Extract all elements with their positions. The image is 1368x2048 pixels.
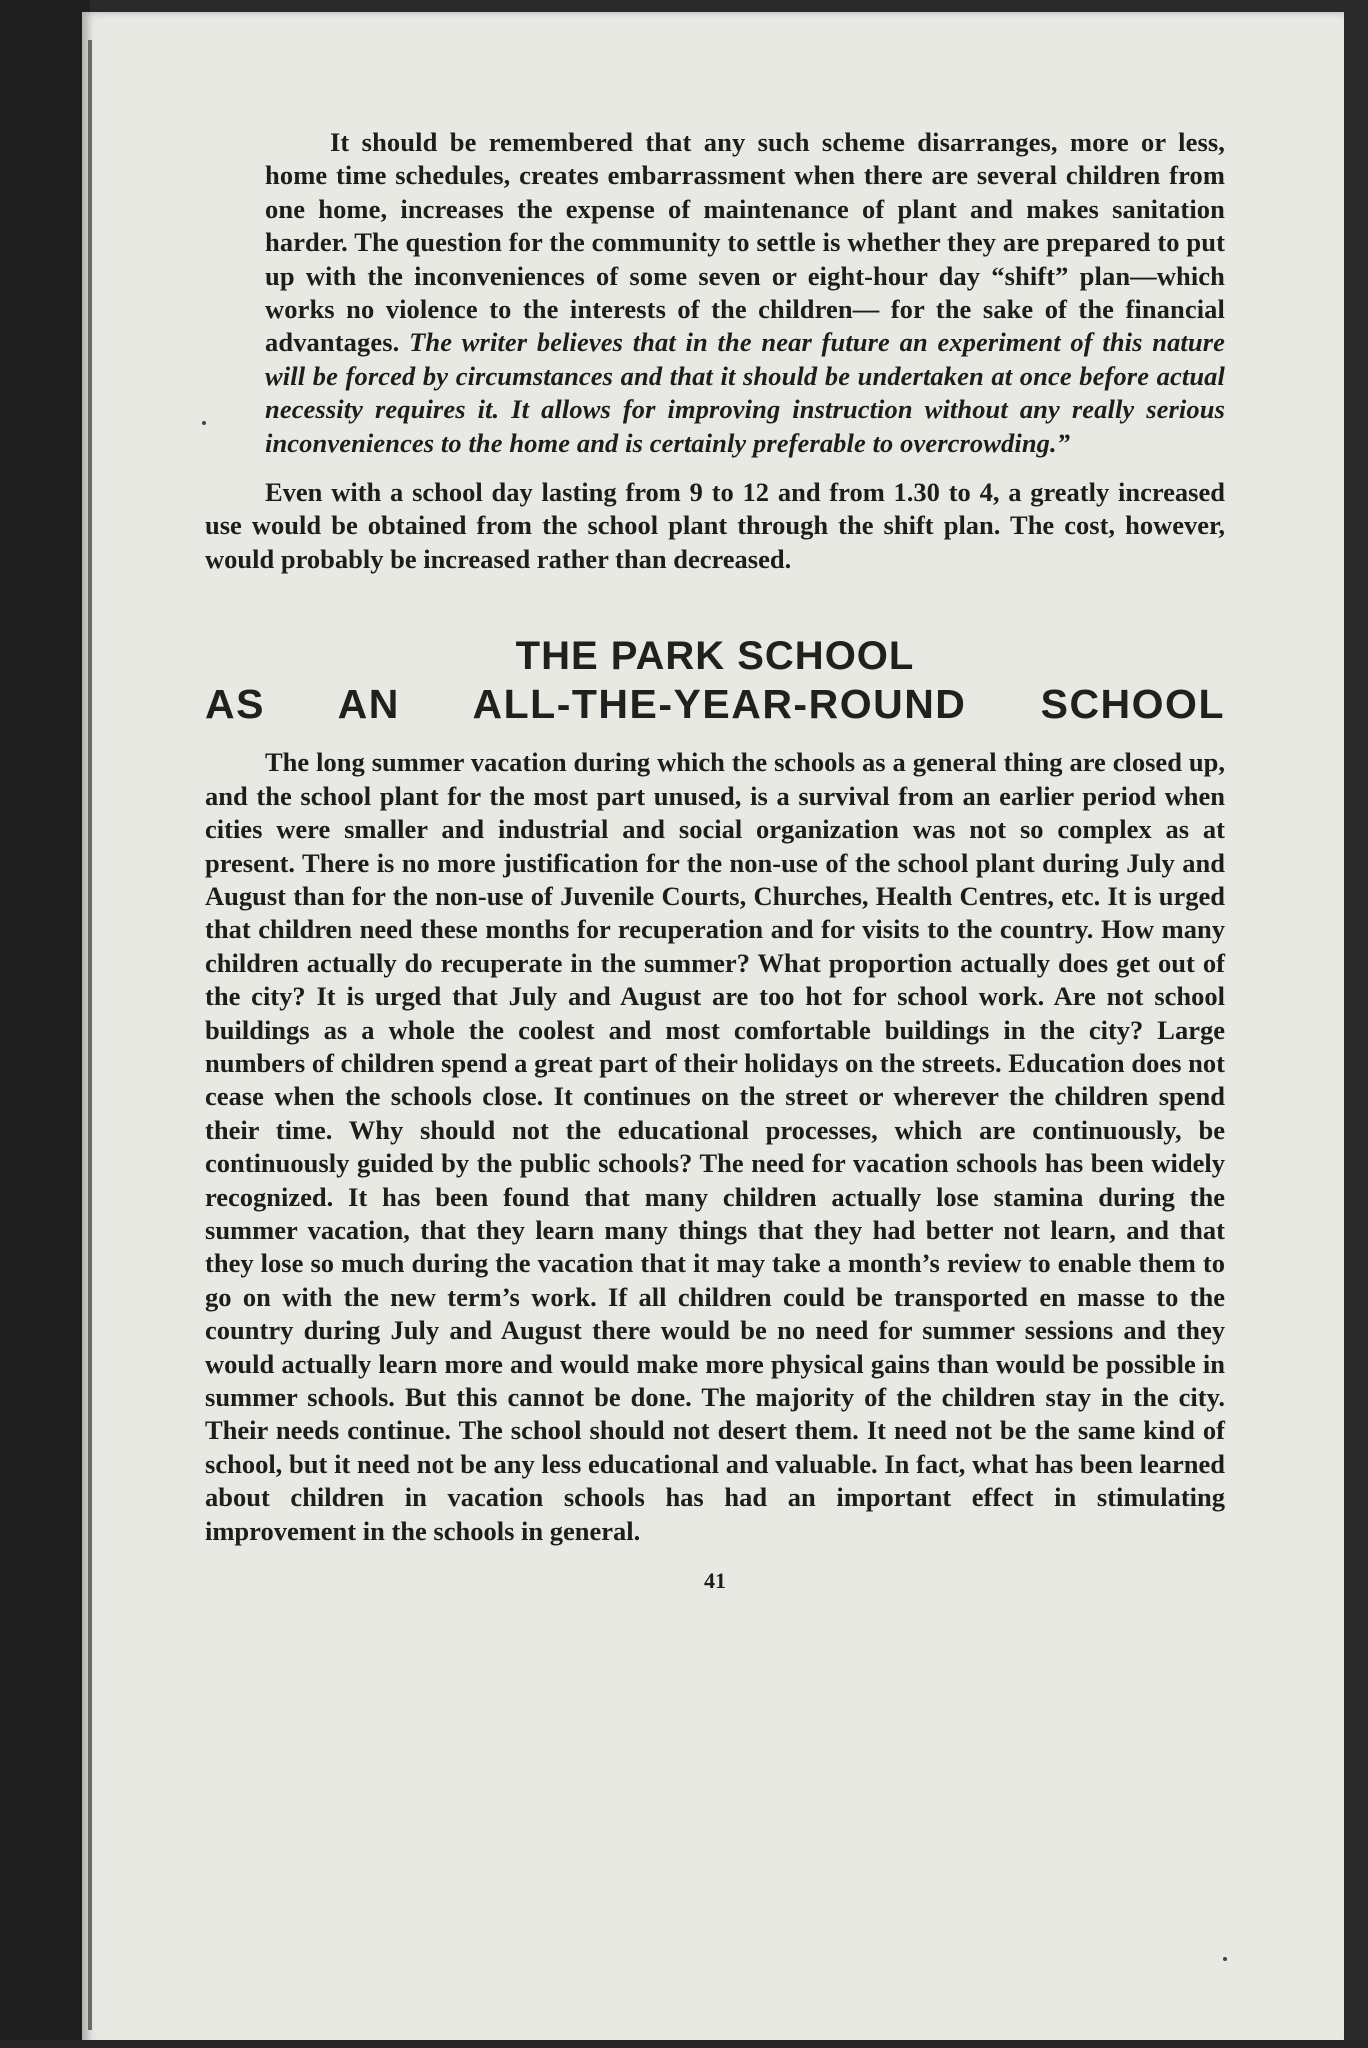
right-page-edge [1344, 12, 1368, 2048]
bottom-edge [0, 2040, 1368, 2048]
quoted-passage [265, 126, 1225, 460]
quote-italic-text: The writer believes that in the near future an experiment of this nature will be forced by circumstances and that it should be undertaken at once before actual necessity requires it. It allows for improving instruction without any really serious inconveniences to the home and is certainly preferable to overcrowding.” [265, 327, 1225, 458]
heading-line-2: AS AN ALL-THE-YEAR-ROUND SCHOOL [205, 681, 1225, 728]
book-spine-shadow [0, 0, 90, 2048]
quote-plain-text: It should be remembered that any such scheme disarranges, more or less, home time schedules, creates embarrassment when there are several children from one home, increases the expense of maintenance of plant and makes sanitation harder. The question for the community to settle is whether they are prepared to put up with the inconveniences of some seven or eight-hour day “shift” plan—which works no violence to the interests of the children— for the sake of the financial advantages. [265, 127, 1225, 358]
page-content [205, 126, 1225, 1594]
body-paragraph: The long summer vacation during which the schools as a general thing are closed up, and the school plant for the most part unused, is a survival from an earlier period when cities were smaller and industrial and social organization was not so complex as at present. There is no more justification for the non-use of the school plant during July and August than for the non-use of Juvenile Courts, Churches, Health Centres, etc. It is urged that children need these months for recuperation and for visits to the country. How many children actually do recuperate in the summer? What proportion actually does get out of the city? It is urged that July and August are too hot for school work. Are not school buildings as a whole the coolest and most comfortable buildings in the city? Large numbers of children spend a great part of their holidays on the streets. Education does not cease when the schools close. It continues on the street or wherever the children spend their time. Why should not the educational processes, which are continuously, be continuously guided by the public schools? The need for vacation schools has been widely recognized. It has been found that many children actually lose stamina during the summer vacation, that they learn many things that they had better not learn, and that they lose so much during the vacation that it may take a month’s review to enable them to go on with the new term’s work. If all children could be transported en masse to the country during July and August there would be no need for summer sessions and they would actually learn more and would make more physical gains than would be possible in summer schools. But this cannot be done. The majority of the children stay in the city. Their needs continue. The school should not desert them. It need not be the same kind of school, but it need not be any less educational and valuable. In fact, what has been learned about children in vacation schools has had an important effect in stimulating improvement in the schools in general. [205, 747, 1225, 1546]
body-paragraph: Even with a school day lasting from 9 to 12 and from 1.30 to 4, a greatly increased use would be obtained from the school plant through the shift plan. The cost, however, would probably be increased rather than decreased. [205, 477, 1225, 574]
binding-line [88, 40, 92, 2030]
page-number: 41 [704, 1568, 726, 1594]
dust-speck [1223, 1957, 1227, 1961]
heading-line-1: THE PARK SCHOOL [515, 634, 915, 679]
section-heading [205, 632, 1225, 728]
